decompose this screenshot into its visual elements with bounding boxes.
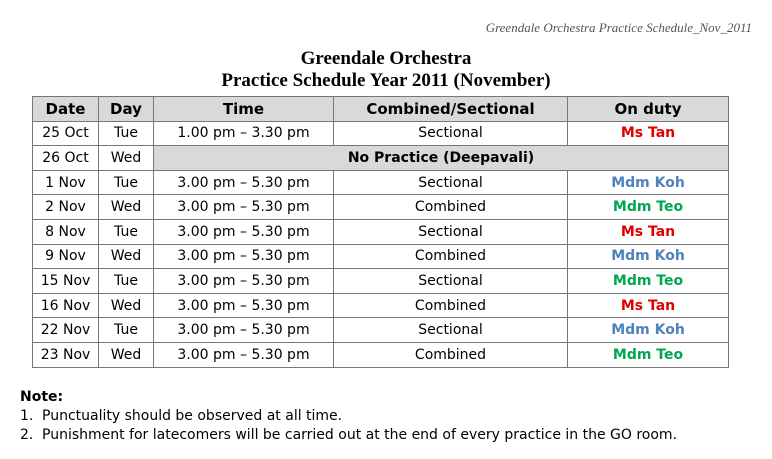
cell-day: Wed: [99, 293, 154, 318]
table-row: [33, 293, 729, 318]
header-day: Day: [99, 97, 154, 122]
table-row: [33, 219, 729, 244]
cell-type: Sectional: [334, 318, 568, 343]
cell-type: Combined: [334, 293, 568, 318]
note-item: [20, 426, 677, 445]
cell-type: Sectional: [334, 269, 568, 294]
note-text: Punishment for latecomers will be carried out at the end of every practice in the GO room.: [42, 427, 678, 443]
table-row: [33, 121, 729, 146]
note-item: [20, 407, 677, 426]
table-header-row: [33, 97, 729, 122]
cell-day: Wed: [99, 342, 154, 367]
cell-day: Tue: [99, 318, 154, 343]
cell-day: Tue: [99, 219, 154, 244]
note-number: 1.: [20, 408, 34, 424]
table-row: [33, 146, 729, 171]
cell-duty: Mdm Koh: [568, 170, 729, 195]
cell-type: Combined: [334, 195, 568, 220]
page-title: [0, 48, 772, 92]
cell-duty: Mdm Koh: [568, 244, 729, 269]
cell-time: 3.00 pm – 5.30 pm: [154, 195, 334, 220]
table-body: [33, 121, 729, 367]
note-text: Punctuality should be observed at all time.: [42, 408, 343, 424]
cell-time: 3.00 pm – 5.30 pm: [154, 219, 334, 244]
table-row: [33, 170, 729, 195]
cell-day: Tue: [99, 269, 154, 294]
cell-time: 3.00 pm – 5.30 pm: [154, 293, 334, 318]
cell-type: Sectional: [334, 170, 568, 195]
notes-title: Note:: [20, 389, 64, 405]
notes-list: [20, 407, 677, 445]
cell-duty: Ms Tan: [568, 219, 729, 244]
cell-date: 2 Nov: [33, 195, 99, 220]
cell-duty: Ms Tan: [568, 293, 729, 318]
notes-section: [20, 388, 677, 445]
cell-date: 15 Nov: [33, 269, 99, 294]
cell-date: 1 Nov: [33, 170, 99, 195]
cell-date: 23 Nov: [33, 342, 99, 367]
cell-time: 1.00 pm – 3.30 pm: [154, 121, 334, 146]
cell-time: 3.00 pm – 5.30 pm: [154, 170, 334, 195]
cell-day: Wed: [99, 244, 154, 269]
cell-day: Tue: [99, 170, 154, 195]
note-number: 2.: [20, 427, 34, 443]
cell-duty: Ms Tan: [568, 121, 729, 146]
header-note: Greendale Orchestra Practice Schedule_Nov_2011: [485, 20, 752, 35]
cell-type: Combined: [334, 342, 568, 367]
table-row: [33, 342, 729, 367]
cell-day: Wed: [99, 146, 154, 171]
header-time: Time: [154, 97, 334, 122]
table-row: [33, 244, 729, 269]
cell-duty: Mdm Teo: [568, 269, 729, 294]
cell-time: 3.00 pm – 5.30 pm: [154, 342, 334, 367]
cell-date: 8 Nov: [33, 219, 99, 244]
table-row: [33, 318, 729, 343]
cell-duty: Mdm Teo: [568, 342, 729, 367]
header-date: Date: [33, 97, 99, 122]
cell-no-practice: No Practice (Deepavali): [154, 146, 729, 171]
cell-duty: Mdm Teo: [568, 195, 729, 220]
cell-date: 22 Nov: [33, 318, 99, 343]
cell-duty: Mdm Koh: [568, 318, 729, 343]
title-line-1: Greendale Orchestra: [300, 48, 472, 69]
header-duty: On duty: [568, 97, 729, 122]
cell-date: 26 Oct: [33, 146, 99, 171]
cell-day: Tue: [99, 121, 154, 146]
cell-time: 3.00 pm – 5.30 pm: [154, 269, 334, 294]
table-row: [33, 269, 729, 294]
cell-type: Combined: [334, 244, 568, 269]
cell-type: Sectional: [334, 219, 568, 244]
cell-type: Sectional: [334, 121, 568, 146]
schedule-table: [32, 96, 729, 368]
title-line-2: Practice Schedule Year 2011 (November): [221, 70, 551, 91]
cell-date: 9 Nov: [33, 244, 99, 269]
cell-time: 3.00 pm – 5.30 pm: [154, 244, 334, 269]
cell-time: 3.00 pm – 5.30 pm: [154, 318, 334, 343]
cell-day: Wed: [99, 195, 154, 220]
header-type: Combined/Sectional: [334, 97, 568, 122]
cell-date: 16 Nov: [33, 293, 99, 318]
cell-date: 25 Oct: [33, 121, 99, 146]
table-row: [33, 195, 729, 220]
